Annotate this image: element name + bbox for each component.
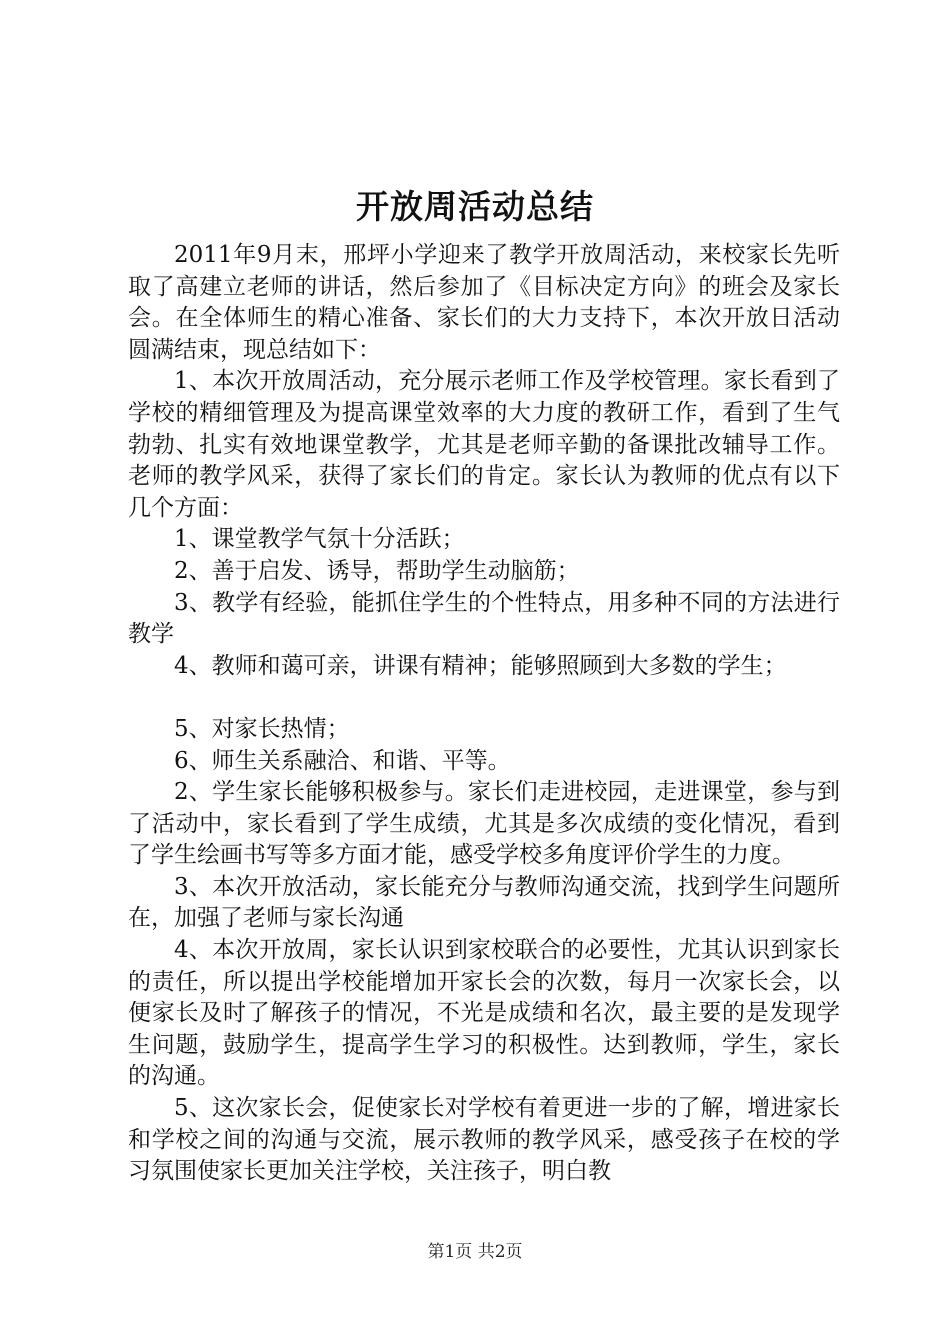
document-body (128, 240, 840, 1188)
paragraph-point-5: 5、这次家长会，促使家长对学校有着更进一步的了解，增进家长和学校之间的沟通与交流，展示教师的教学风采，感受孩子在校的学习氛围使家长更加关注学校，关注孩子，明白教 (128, 1095, 840, 1185)
list-item-advantage-1: 1、课堂教学气氛十分活跃； (174, 526, 465, 553)
list-item-advantage-3: 3、教学有经验，能抓住学生的个性特点，用多种不同的方法进行教学 (128, 589, 840, 648)
list-item-advantage-4: 4、教师和蔼可亲，讲课有精神；能够照顾到大多数的学生； (174, 652, 787, 679)
paragraph-point-2: 2、学生家长能够积极参与。家长们走进校园，走进课堂，参与到了活动中，家长看到了学生成绩，尤其是多次成绩的变化情况，看到了学生绘画书写等多方面才能，感受学校多角度评价学生的力度。 (128, 779, 840, 869)
list-item-advantage-6: 6、师生关系融洽、和谐、平等。 (174, 747, 511, 774)
paragraph-intro: 2011年9月末，邢坪小学迎来了教学开放周活动，来校家长先听取了高建立老师的讲话，然后参加了《目标决定方向》的班会及家长会。在全体师生的精心准备、家长们的大力支持下，本次开放日活动圆满结束，现总结如下： (128, 242, 840, 363)
paragraph-point-3: 3、本次开放活动，家长能充分与教师沟通交流，找到学生问题所在，加强了老师与家长沟通 (128, 873, 840, 932)
paragraph-point-1: 1、本次开放周活动，充分展示老师工作及学校管理。家长看到了学校的精细管理及为提高课堂效率的大力度的教研工作，看到了生气勃勃、扎实有效地课堂教学，尤其是老师辛勤的备课批改辅导工作。老师的教学风采，获得了家长们的肯定。家长认为教师的优点有以下几个方面： (128, 368, 840, 521)
document-title: 开放周活动总结 (356, 187, 594, 226)
blank-line (128, 682, 840, 714)
paragraph-point-4: 4、本次开放周，家长认识到家校联合的必要性，尤其认识到家长的责任，所以提出学校能增加开家长会的次数，每月一次家长会，以便家长及时了解孩子的情况，不光是成绩和名次，最主要的是发现学生问题，鼓励学生，提高学生学习的积极性。达到教师，学生，家长的沟通。 (128, 937, 840, 1090)
page-number-footer: 第1页 共2页 (427, 1242, 523, 1262)
list-item-advantage-5: 5、对家长热情； (174, 715, 350, 742)
list-item-advantage-2: 2、善于启发、诱导，帮助学生动脑筋； (174, 557, 580, 584)
